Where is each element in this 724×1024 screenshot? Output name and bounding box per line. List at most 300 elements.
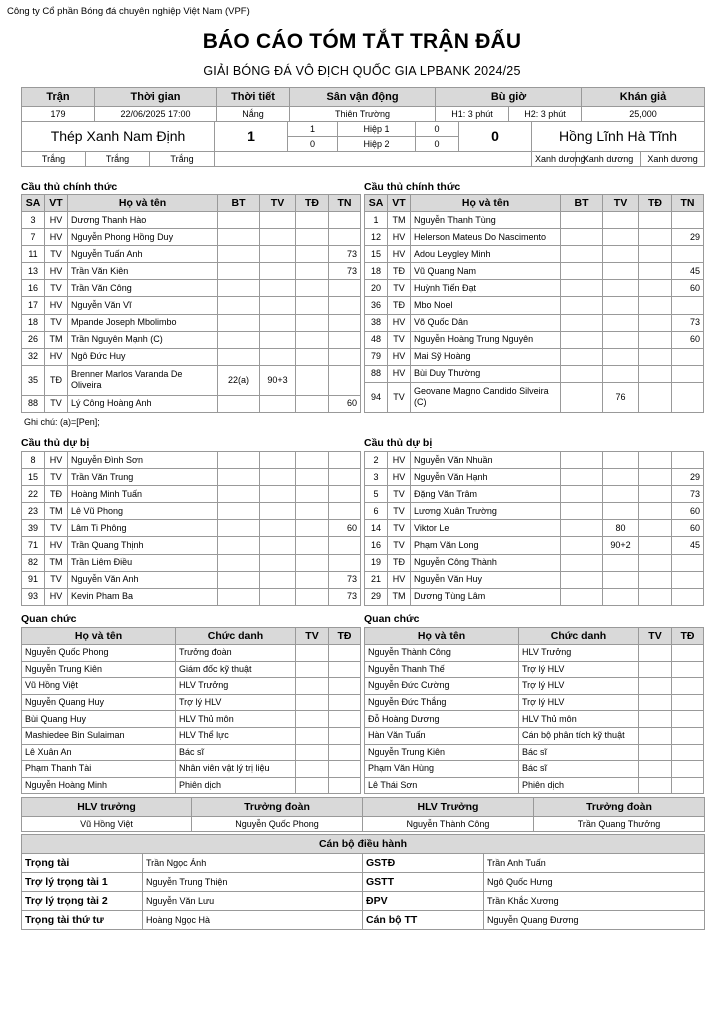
match-weather: Nắng — [217, 107, 290, 122]
home-team-name: Thép Xanh Nam Định — [22, 122, 215, 152]
shirt-number: 18 — [22, 314, 45, 331]
red-card — [296, 212, 329, 229]
official-red-card — [672, 678, 704, 695]
substitution — [329, 537, 361, 554]
official-yellow-card — [639, 711, 672, 728]
goals — [218, 348, 260, 365]
player-row — [22, 571, 361, 588]
away-subs-table — [364, 451, 704, 606]
match-datetime: 22/06/2025 17:00 — [95, 107, 217, 122]
substitution — [329, 229, 361, 246]
position: TM — [45, 503, 68, 520]
official-yellow-card — [296, 645, 329, 662]
position: HV — [45, 452, 68, 469]
red-card — [296, 554, 329, 571]
red-card — [639, 212, 672, 229]
substitution — [329, 331, 361, 348]
player-name: Nguyễn Thanh Tùng — [411, 212, 561, 229]
yellow-card — [603, 314, 639, 331]
player-name: Phạm Văn Long — [411, 537, 561, 554]
yellow-card — [260, 212, 296, 229]
official-row — [365, 711, 704, 728]
player-row — [365, 365, 704, 382]
position: TĐ — [388, 263, 411, 280]
signature-table — [21, 797, 705, 832]
col-official-name: Họ và tên — [22, 628, 176, 645]
position: TĐ — [388, 297, 411, 314]
official-role: Bác sĩ — [519, 761, 639, 778]
official-person: Nguyễn Quang Đương — [484, 911, 705, 930]
official-row — [365, 645, 704, 662]
player-name: Trần Liêm Điều — [68, 554, 218, 571]
substitution — [329, 503, 361, 520]
shirt-number: 29 — [365, 588, 388, 605]
player-row — [365, 452, 704, 469]
sig-header-home-manager: Trưởng đoàn — [192, 798, 363, 817]
sig-header-away-coach: HLV Trưởng — [363, 798, 534, 817]
substitution: 60 — [672, 520, 704, 537]
official-yellow-card — [639, 744, 672, 761]
official-red-card — [672, 694, 704, 711]
col-substitution: TN — [329, 195, 361, 212]
official-red-card — [329, 694, 361, 711]
stoppage-half-2: H2: 3 phút — [509, 107, 582, 122]
official-person: Trần Khắc Xương — [484, 892, 705, 911]
penalty-note: Ghi chú: (a)=[Pen]; — [24, 417, 100, 427]
player-row — [365, 503, 704, 520]
yellow-card — [603, 297, 639, 314]
position: TM — [388, 212, 411, 229]
official-role: Phiên dịch — [176, 777, 296, 794]
position: TM — [45, 331, 68, 348]
yellow-card — [603, 212, 639, 229]
sig-header-home-coach: HLV trưởng — [22, 798, 192, 817]
position: TM — [45, 554, 68, 571]
match-info-values-row — [22, 107, 705, 122]
away-officials-heading: Quan chức — [364, 613, 420, 625]
position: TV — [45, 520, 68, 537]
official-role-label: Trọng tài — [22, 854, 143, 873]
yellow-card — [260, 469, 296, 486]
yellow-card — [260, 229, 296, 246]
yellow-card — [260, 348, 296, 365]
official-role-label: GSTĐ — [363, 854, 484, 873]
official-red-card — [672, 761, 704, 778]
position: HV — [45, 229, 68, 246]
player-row — [365, 469, 704, 486]
away-subs-heading: Cầu thủ dự bị — [364, 437, 433, 449]
official-row — [22, 761, 361, 778]
official-role: HLV Thủ môn — [519, 711, 639, 728]
official-role: HLV Thủ môn — [176, 711, 296, 728]
red-card — [296, 571, 329, 588]
yellow-card — [260, 331, 296, 348]
shirt-number: 71 — [22, 537, 45, 554]
yellow-card: 90+3 — [260, 365, 296, 395]
red-card — [296, 229, 329, 246]
substitution: 73 — [329, 263, 361, 280]
match-officials-body — [22, 854, 705, 930]
official-yellow-card — [296, 711, 329, 728]
position: HV — [388, 365, 411, 382]
position: HV — [388, 348, 411, 365]
position: HV — [388, 469, 411, 486]
home-subs-table — [21, 451, 361, 606]
yellow-card — [603, 229, 639, 246]
goals — [218, 537, 260, 554]
official-row — [365, 694, 704, 711]
official-name: Hàn Văn Tuấn — [365, 727, 519, 744]
goals — [561, 571, 603, 588]
sig-away-manager: Trần Quang Thưởng — [534, 817, 705, 832]
substitution — [672, 348, 704, 365]
goals — [218, 486, 260, 503]
match-officials-table — [21, 834, 705, 930]
red-card — [296, 486, 329, 503]
official-red-card — [329, 678, 361, 695]
position: HV — [388, 571, 411, 588]
official-row — [365, 744, 704, 761]
red-card — [639, 537, 672, 554]
yellow-card — [260, 395, 296, 412]
position: TV — [45, 395, 68, 412]
shirt-number: 3 — [22, 212, 45, 229]
red-card — [296, 314, 329, 331]
substitution — [672, 297, 704, 314]
shirt-number: 22 — [22, 486, 45, 503]
player-name: Dương Thanh Hào — [68, 212, 218, 229]
player-name: Mpande Joseph Mbolimbo — [68, 314, 218, 331]
officials-table-header — [365, 628, 704, 645]
red-card — [296, 263, 329, 280]
sig-header-away-manager: Trưởng đoàn — [534, 798, 705, 817]
player-name: Mai Sỹ Hoàng — [411, 348, 561, 365]
player-name: Nguyễn Văn Anh — [68, 571, 218, 588]
player-row — [365, 297, 704, 314]
official-row — [22, 678, 361, 695]
player-name: Trần Văn Trung — [68, 469, 218, 486]
kit-colors-row — [22, 152, 705, 167]
shirt-number: 16 — [22, 280, 45, 297]
official-yellow-card — [296, 661, 329, 678]
position: HV — [45, 348, 68, 365]
official-row — [365, 761, 704, 778]
player-name: Lý Công Hoàng Anh — [68, 395, 218, 412]
header-stoppage: Bù giờ — [436, 88, 582, 107]
substitution: 29 — [672, 229, 704, 246]
shirt-number: 26 — [22, 331, 45, 348]
position: TV — [388, 537, 411, 554]
player-name: Ngô Đức Huy — [68, 348, 218, 365]
red-card — [639, 588, 672, 605]
player-row — [22, 348, 361, 365]
position: TV — [45, 246, 68, 263]
position: TV — [388, 331, 411, 348]
half2-label: Hiệp 2 — [338, 137, 416, 152]
match-official-row — [22, 873, 705, 892]
official-yellow-card — [296, 744, 329, 761]
yellow-card — [603, 331, 639, 348]
col-goals: BT — [218, 195, 260, 212]
yellow-card — [603, 280, 639, 297]
position: HV — [45, 537, 68, 554]
substitution: 73 — [329, 571, 361, 588]
player-row — [365, 229, 704, 246]
official-role: Trưởng đoàn — [176, 645, 296, 662]
yellow-card — [603, 554, 639, 571]
shirt-number: 93 — [22, 588, 45, 605]
away-officials-table — [364, 627, 704, 794]
half1-label: Hiệp 1 — [338, 122, 416, 137]
yellow-card — [603, 503, 639, 520]
player-name: Nguyễn Tuấn Anh — [68, 246, 218, 263]
away-score: 0 — [459, 122, 532, 152]
home-starters-table — [21, 194, 361, 413]
red-card — [296, 246, 329, 263]
shirt-number: 94 — [365, 382, 388, 412]
red-card — [639, 348, 672, 365]
header-weather: Thời tiết — [217, 88, 290, 107]
player-row — [22, 229, 361, 246]
player-row — [22, 486, 361, 503]
yellow-card — [603, 452, 639, 469]
away-starters-table — [364, 194, 704, 413]
yellow-card — [260, 537, 296, 554]
red-card — [296, 331, 329, 348]
substitution — [329, 452, 361, 469]
official-name: Vũ Hồng Việt — [22, 678, 176, 695]
player-row — [365, 280, 704, 297]
shirt-number: 8 — [22, 452, 45, 469]
yellow-card — [603, 246, 639, 263]
official-row — [22, 694, 361, 711]
yellow-card — [260, 452, 296, 469]
match-official-row — [22, 892, 705, 911]
player-row — [22, 246, 361, 263]
official-yellow-card — [639, 777, 672, 794]
official-row — [22, 661, 361, 678]
official-person: Nguyễn Văn Lưu — [143, 892, 363, 911]
away-kit-color-1: Xanh dương — [532, 152, 576, 167]
home-kit-color-2: Trắng — [86, 152, 150, 167]
yellow-card — [260, 297, 296, 314]
official-name: Nguyễn Hoàng Minh — [22, 777, 176, 794]
goals — [218, 314, 260, 331]
col-yellow-card: TV — [603, 195, 639, 212]
goals — [218, 469, 260, 486]
substitution — [329, 297, 361, 314]
yellow-card — [260, 280, 296, 297]
yellow-card — [260, 486, 296, 503]
player-name: Võ Quốc Dân — [411, 314, 561, 331]
red-card — [296, 520, 329, 537]
score-table — [21, 121, 705, 167]
official-red-card — [672, 711, 704, 728]
goals — [218, 331, 260, 348]
substitution — [329, 314, 361, 331]
goals — [561, 331, 603, 348]
goals — [218, 395, 260, 412]
home-score: 1 — [215, 122, 288, 152]
shirt-number: 88 — [22, 395, 45, 412]
substitution — [329, 486, 361, 503]
player-row — [365, 520, 704, 537]
col-yellow-card: TV — [260, 195, 296, 212]
player-row — [22, 503, 361, 520]
official-role-label: Trọng tài thứ tư — [22, 911, 143, 930]
official-role-label: Trợ lý trọng tài 2 — [22, 892, 143, 911]
player-row — [365, 212, 704, 229]
goals — [561, 280, 603, 297]
substitution: 60 — [672, 331, 704, 348]
official-row — [22, 727, 361, 744]
official-yellow-card — [296, 694, 329, 711]
league-subtitle: GIẢI BÓNG ĐÁ VÔ ĐỊCH QUỐC GIA LPBANK 2024/25 — [203, 64, 521, 78]
official-role: Nhân viên vật lý trị liệu — [176, 761, 296, 778]
player-name: Nguyễn Phong Hồng Duy — [68, 229, 218, 246]
player-name: Bùi Duy Thường — [411, 365, 561, 382]
player-name: Brenner Marlos Varanda De Oliveira — [68, 365, 218, 395]
official-role-label: GSTT — [363, 873, 484, 892]
match-info-table — [21, 87, 705, 122]
header-time: Thời gian — [95, 88, 217, 107]
substitution — [329, 348, 361, 365]
goals — [561, 554, 603, 571]
red-card — [639, 503, 672, 520]
goals — [561, 229, 603, 246]
player-row — [365, 486, 704, 503]
red-card — [296, 280, 329, 297]
away-kit-color-3: Xanh dương — [641, 152, 705, 167]
official-name: Bùi Quang Huy — [22, 711, 176, 728]
shirt-number: 5 — [365, 486, 388, 503]
official-role: Bác sĩ — [176, 744, 296, 761]
official-name: Đỗ Hoàng Dương — [365, 711, 519, 728]
goals — [561, 503, 603, 520]
shirt-number: 21 — [365, 571, 388, 588]
player-name: Đặng Văn Trâm — [411, 486, 561, 503]
half1-away-score: 0 — [416, 122, 459, 137]
red-card — [639, 331, 672, 348]
player-name: Viktor Le — [411, 520, 561, 537]
official-name: Nguyễn Trung Kiên — [365, 744, 519, 761]
col-red-card: TĐ — [639, 195, 672, 212]
position: TĐ — [388, 554, 411, 571]
goals — [561, 212, 603, 229]
goals — [561, 537, 603, 554]
goals — [561, 246, 603, 263]
yellow-card — [260, 263, 296, 280]
player-row — [22, 263, 361, 280]
report-title: BÁO CÁO TÓM TẮT TRẬN ĐẤU — [202, 30, 522, 53]
substitution — [672, 588, 704, 605]
substitution: 29 — [672, 469, 704, 486]
shirt-number: 91 — [22, 571, 45, 588]
official-red-card — [672, 744, 704, 761]
red-card — [296, 452, 329, 469]
player-name: Dương Tùng Lâm — [411, 588, 561, 605]
official-name: Phạm Thanh Tài — [22, 761, 176, 778]
red-card — [639, 314, 672, 331]
position: HV — [388, 246, 411, 263]
player-row — [365, 348, 704, 365]
substitution — [672, 452, 704, 469]
yellow-card — [260, 520, 296, 537]
red-card — [639, 246, 672, 263]
player-row — [365, 537, 704, 554]
official-role: Trợ lý HLV — [176, 694, 296, 711]
col-position: VT — [45, 195, 68, 212]
shirt-number: 17 — [22, 297, 45, 314]
goals — [561, 365, 603, 382]
player-name: Kevin Pham Ba — [68, 588, 218, 605]
yellow-card: 80 — [603, 520, 639, 537]
official-red-card — [329, 727, 361, 744]
red-card — [639, 382, 672, 412]
sig-away-coach: Nguyễn Thành Công — [363, 817, 534, 832]
half1-home-score: 1 — [288, 122, 338, 137]
official-name: Phạm Văn Hùng — [365, 761, 519, 778]
player-table-header — [365, 195, 704, 212]
player-name: Lương Xuân Trường — [411, 503, 561, 520]
match-officials-title: Cán bộ điều hành — [22, 835, 705, 854]
official-person: Trần Ngọc Ánh — [143, 854, 363, 873]
position: TM — [388, 588, 411, 605]
shirt-number: 15 — [22, 469, 45, 486]
goals — [218, 263, 260, 280]
position: TV — [388, 280, 411, 297]
yellow-card — [260, 503, 296, 520]
official-row — [22, 711, 361, 728]
shirt-number: 88 — [365, 365, 388, 382]
official-role: Bác sĩ — [519, 744, 639, 761]
substitution: 60 — [672, 503, 704, 520]
shirt-number: 1 — [365, 212, 388, 229]
goals — [218, 571, 260, 588]
goals — [561, 520, 603, 537]
official-yellow-card — [639, 661, 672, 678]
goals — [218, 588, 260, 605]
player-row — [365, 554, 704, 571]
red-card — [296, 588, 329, 605]
official-person: Nguyễn Trung Thiện — [143, 873, 363, 892]
goals — [561, 588, 603, 605]
col-player-name: Họ và tên — [411, 195, 561, 212]
goals — [218, 297, 260, 314]
position: HV — [45, 588, 68, 605]
shirt-number: 38 — [365, 314, 388, 331]
substitution — [329, 280, 361, 297]
shirt-number: 32 — [22, 348, 45, 365]
official-red-card — [329, 777, 361, 794]
substitution — [329, 212, 361, 229]
shirt-number: 13 — [22, 263, 45, 280]
official-role: HLV Thể lực — [176, 727, 296, 744]
yellow-card — [603, 348, 639, 365]
player-name: Huỳnh Tiến Đạt — [411, 280, 561, 297]
player-name: Lê Vũ Phong — [68, 503, 218, 520]
red-card — [639, 263, 672, 280]
player-row — [365, 588, 704, 605]
red-card — [296, 537, 329, 554]
away-team-name: Hồng Lĩnh Hà Tĩnh — [532, 122, 705, 152]
substitution — [329, 554, 361, 571]
goals — [218, 554, 260, 571]
player-row — [22, 469, 361, 486]
home-starters-heading: Cầu thủ chính thức — [21, 181, 118, 193]
substitution: 60 — [672, 280, 704, 297]
red-card — [296, 395, 329, 412]
